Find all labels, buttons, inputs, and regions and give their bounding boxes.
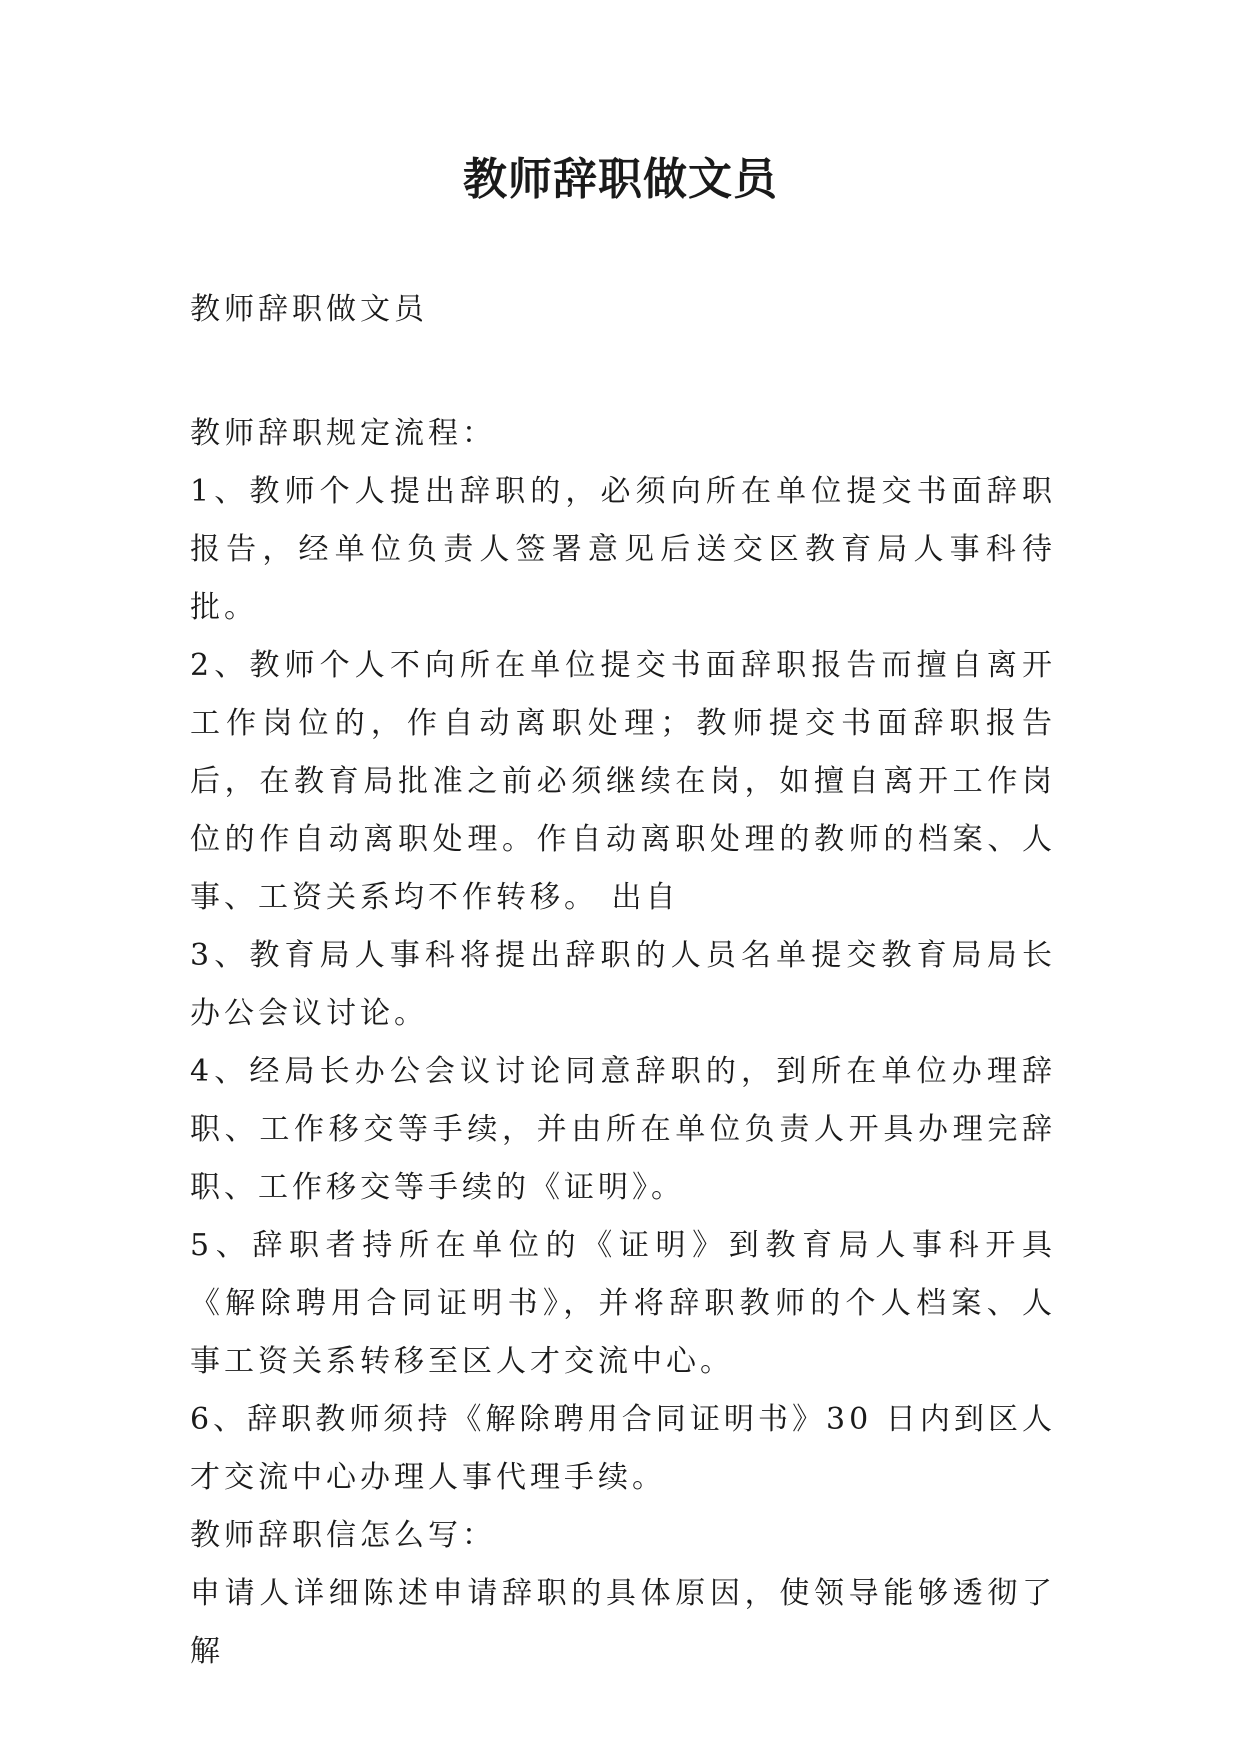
paragraph-process-heading: 教师辞职规定流程：	[190, 416, 496, 451]
paragraph-step-3: 3、教育局人事科将提出辞职的人员名单提交教育局局长办公会议讨论。	[190, 938, 1056, 1031]
paragraph-step-6: 6、辞职教师须持《解除聘用合同证明书》30 日内到区人才交流中心办理人事代理手续。	[190, 1402, 1056, 1495]
paragraph-step-4: 4、经局长办公会议讨论同意辞职的，到所在单位办理辞职、工作移交等手续，并由所在单位负责人开具办理完辞职、工作移交等手续的《证明》。	[190, 1054, 1056, 1205]
document-body	[190, 405, 1056, 1681]
document-subtitle: 教师辞职做文员	[190, 292, 428, 327]
paragraph-step-5: 5、辞职者持所在单位的《证明》到教育局人事科开具《解除聘用合同证明书》，并将辞职教师的个人档案、人事工资关系转移至区人才交流中心。	[190, 1228, 1056, 1379]
paragraph-step-2: 2、教师个人不向所在单位提交书面辞职报告而擅自离开工作岗位的，作自动离职处理；教师提交书面辞职报告后，在教育局批准之前必须继续在岗，如擅自离开工作岗位的作自动离职处理。作自动离职处理的教师的档案、人事、工资关系均不作转移。 出自	[190, 648, 1056, 915]
document-title: 教师辞职做文员	[463, 154, 778, 205]
paragraph-letter-body: 申请人详细陈述申请辞职的具体原因，使领导能够透彻了解	[190, 1576, 1056, 1669]
paragraph-step-1: 1、教师个人提出辞职的，必须向所在单位提交书面辞职报告，经单位负责人签署意见后送交区教育局人事科待批。	[190, 474, 1056, 625]
paragraph-letter-heading: 教师辞职信怎么写：	[190, 1518, 496, 1553]
